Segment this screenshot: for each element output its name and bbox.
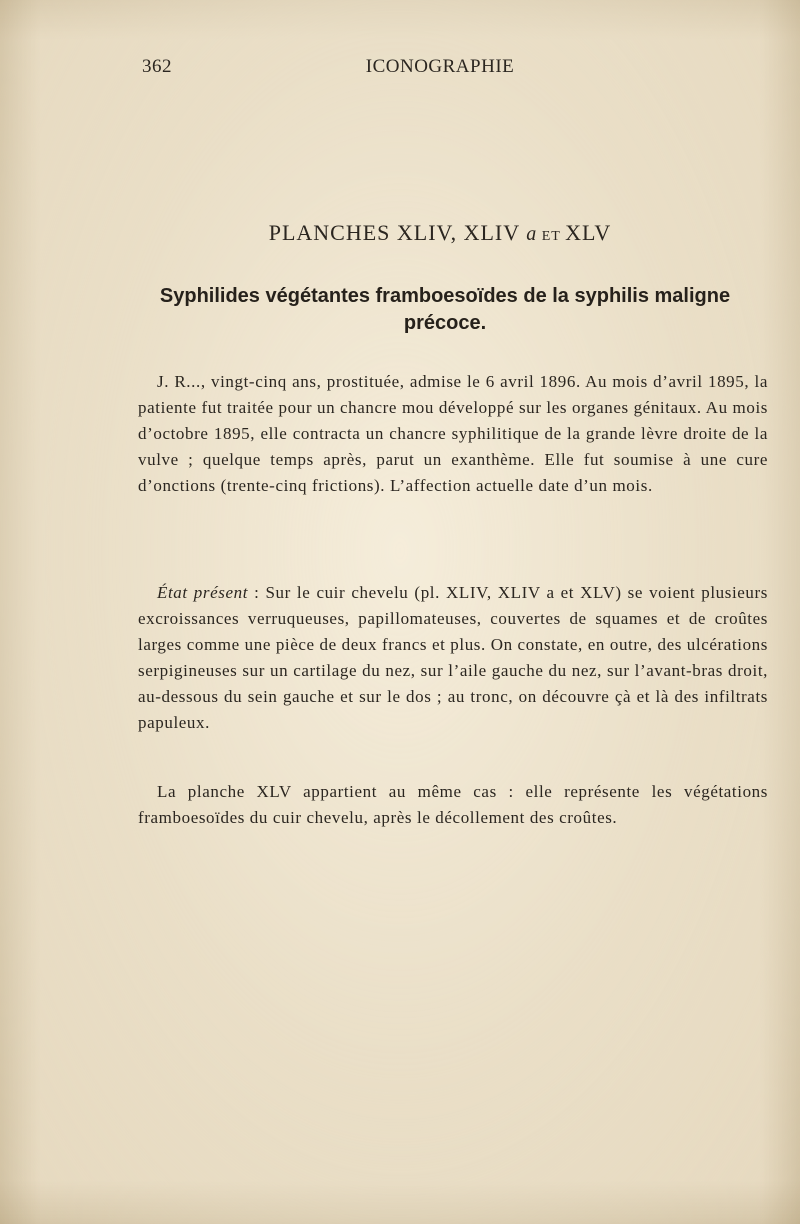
paragraph-current-state [138, 580, 768, 736]
paragraph-plate-note: La planche XLV appartient au même cas : elle représente les végétations framboesoïdes du cuir chevelu, après le décollement des croûtes. [138, 782, 768, 827]
plates-heading-italic-a: a [526, 223, 538, 245]
section-subtitle: Syphilides végétantes framboesoïdes de la syphilis maligne précoce. [159, 285, 731, 334]
paragraph-lead-italic: État présent [157, 583, 249, 602]
page-number: 362 [142, 56, 172, 77]
plates-heading-et: ET [537, 229, 566, 244]
paragraph-case-history: J. R..., vingt-cinq ans, prostituée, admise le 6 avril 1896. Au mois d’avril 1895, la patiente fut traitée pour un chancre mou développé sur les organes génitaux. Au mois d’octobre 1895, elle contracta un chancre syphilitique de la grande lèvre droite de la vulve ; quelque temps après, parut un exanthème. Elle fut soumise à une cure d’onctions (trente-cinq frictions). L’affection actuelle date d’un mois. [138, 372, 768, 495]
plates-heading [0, 220, 800, 246]
plates-heading-part1: PLANCHES XLIV, XLIV [268, 220, 527, 245]
paragraph-current-state-text: : Sur le cuir chevelu (pl. XLIV, XLIV a et XLV) se voient plusieurs excroissances verruqueuses, papillomateuses, couvertes de squames et de croûtes larges comme une pièce de deux francs et plus. On constate, en outre, des ulcérations serpigineuses sur un cartilage du nez, sur l’aile gauche du nez, sur l’avant-bras droit, au-dessous du sein gauche et sur le dos ; au tronc, on découvre çà et là des infiltrats papuleux. [138, 583, 769, 732]
running-title: ICONOGRAPHIE [365, 56, 515, 77]
plates-heading-part2: XLV [565, 220, 612, 245]
running-head [0, 56, 800, 80]
